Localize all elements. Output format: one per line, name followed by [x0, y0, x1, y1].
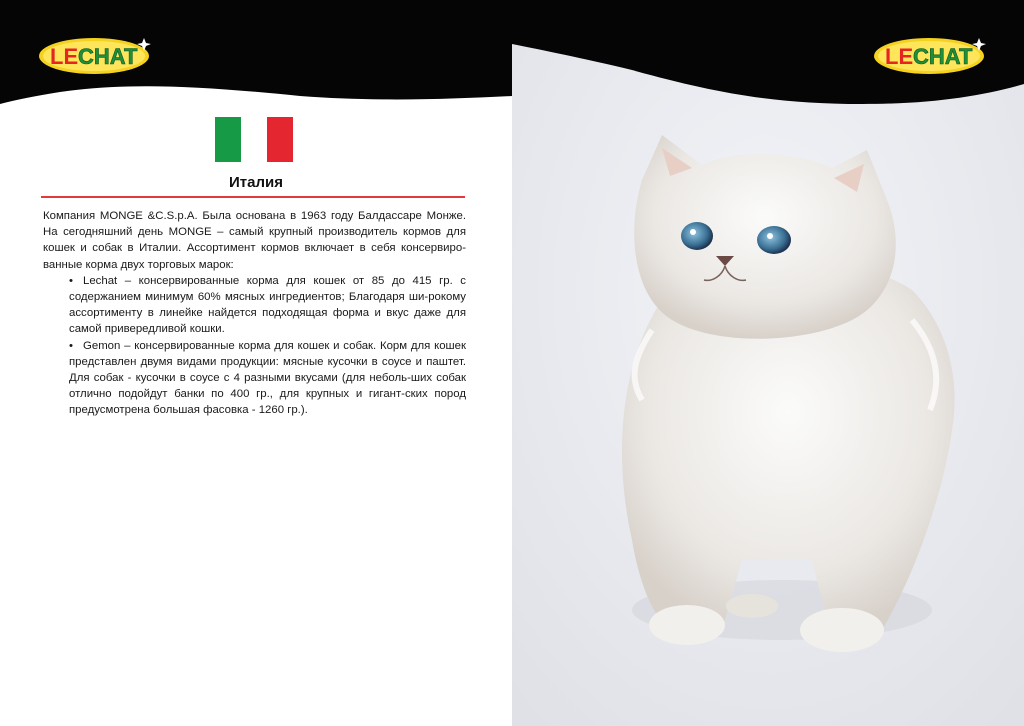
flag-stripe-green — [215, 117, 241, 162]
flag-stripe-white — [241, 117, 267, 162]
svg-text:CHAT: CHAT — [78, 44, 138, 69]
list-item-lechat — [69, 273, 466, 338]
flag-stripe-red — [267, 117, 293, 162]
bullet-icon: • — [69, 274, 73, 287]
title-underline — [41, 196, 465, 198]
svg-text:LE: LE — [50, 44, 79, 69]
italy-flag — [215, 117, 293, 162]
brand-list — [43, 273, 466, 419]
lechat-logo-right — [871, 34, 991, 83]
list-item-text: Lechat – консервированные корма для кошек от 85 до 415 гр. с содержанием минимум 60% мясных ингредиентов; Благодаря ши-рокому ассортименту в линейке найдется подходящая форма и вкус даже для самой привередливой кошки. — [69, 274, 466, 336]
intro-paragraph: Компания MONGE &C.S.p.A. Была основана в 1963 году Балдассаре Монже. На сегодняшний день MONGE – самый крупный производитель кормов для кошек и собак в Италии. Ассортимент кормов включает в себя консервиро-ванные корма двух торговых марок: — [43, 210, 466, 271]
right-page — [512, 0, 1024, 726]
body-text — [43, 208, 466, 419]
country-title: Италия — [229, 174, 283, 191]
svg-text:LE: LE — [885, 44, 914, 69]
svg-text:CHAT: CHAT — [913, 44, 973, 69]
bullet-icon: • — [69, 339, 73, 352]
list-item-gemon — [69, 338, 466, 419]
lechat-logo — [36, 34, 156, 83]
list-item-text: Gemon – консервированные корма для кошек и собак. Корм для кошек представлен двумя видами продукции: мясные кусочки в соусе и паштет. Для собак - кусочки в соусе с 4 разными вкусами (для неболь-ших собак отлично подойдут банки по 400 гр., для крупных и гигант-ских пород предусмотрена большая фасовка - 1260 гр.). — [69, 339, 466, 417]
